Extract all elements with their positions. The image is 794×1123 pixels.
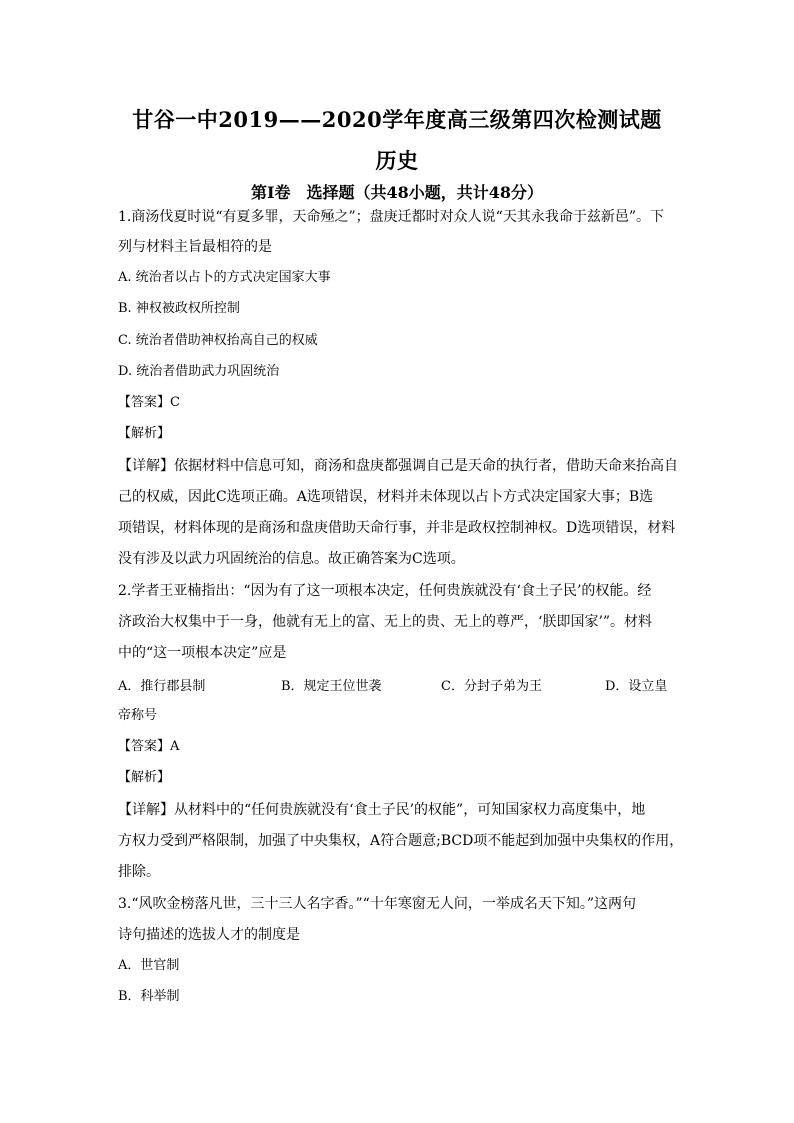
q3-stem-line-1: 3.“风吹金榜落凡世，三十三人名字香。”“十年寒窗无人问，一举成名天下知。”这两句: [118, 896, 636, 912]
q2-detail-line-1: 【详解】从材料中的“任何贵族就没有‘食土子民’的权能”，可知国家权力高度集中，地: [118, 802, 646, 818]
q1-stem-line-2: 列与材料主旨最相符的是: [118, 239, 272, 255]
q1-option-d: D. 统治者借助武力巩固统治: [118, 364, 280, 379]
q2-detail-line-2: 方权力受到严格限制，加强了中央集权，A符合题意;BCD项不能起到加强中央集权的作用，: [118, 833, 684, 849]
q2-answer: 【答案】A: [118, 739, 180, 754]
q2-option-a: A．推行郡县制: [118, 679, 206, 694]
q2-stem-line-2: 济政治大权集中于一身，他就有无上的富、无上的贵、无上的尊严，‘朕即国家’”。材料: [118, 614, 653, 630]
q2-analysis-label: 【解析】: [118, 770, 171, 785]
q1-detail-line-2: 己的权威，因此C选项正确。A选项错误，材料并未体现以占卜方式决定国家大事；B选: [118, 489, 654, 505]
q1-analysis-label: 【解析】: [118, 426, 171, 441]
q3-stem-line-2: 诗句描述的选拔人才的制度是: [118, 927, 300, 943]
section-heading: 第Ⅰ卷 选择题（共48小题，共计48分）: [250, 183, 544, 202]
q1-detail-line-3: 项错误，材料体现的是商汤和盘庚借助天命行事，并非是政权控制神权。D选项错误，材料: [118, 520, 676, 536]
q1-answer: 【答案】C: [118, 395, 180, 410]
q1-option-a: A. 统治者以占卜的方式决定国家大事: [118, 270, 331, 285]
q2-option-c: C．分封子弟为王: [441, 679, 542, 694]
q3-option-a: A．世官制: [118, 958, 180, 973]
q1-detail-line-1: 【详解】依据材料中信息可知，商汤和盘庚都强调自己是天命的执行者，借助天命来抬高自: [118, 458, 678, 474]
exam-title: 甘谷一中2019——2020学年度高三级第四次检测试题: [132, 107, 662, 132]
q1-detail-line-4: 没有涉及以武力巩固统治的信息。故正确答案为C选项。: [118, 551, 465, 567]
subject-title: 历史: [375, 148, 419, 173]
q2-option-b: B．规定王位世袭: [281, 679, 382, 694]
q1-option-b: B. 神权被政权所控制: [118, 301, 240, 316]
q3-option-b: B．科举制: [118, 989, 180, 1004]
q2-stem-line-3: 中的“这一项根本决定”应是: [118, 645, 287, 661]
q2-detail-line-3: 排除。: [118, 864, 160, 880]
q1-option-c: C. 统治者借助神权抬高自己的权威: [118, 333, 318, 348]
q2-option-d: D．设立皇: [605, 679, 668, 694]
q2-stem-line-1: 2.学者王亚楠指出：“因为有了这一项根本决定，任何贵族就没有‘食土子民’的权能。经: [118, 583, 652, 599]
q1-stem-line-1: 1.商汤伐夏时说“有夏多罪，天命殛之”；盘庚迁都时对众人说“天其永我命于兹新邑”。下: [118, 209, 664, 225]
q2-option-d-continued: 帝称号: [118, 708, 158, 723]
